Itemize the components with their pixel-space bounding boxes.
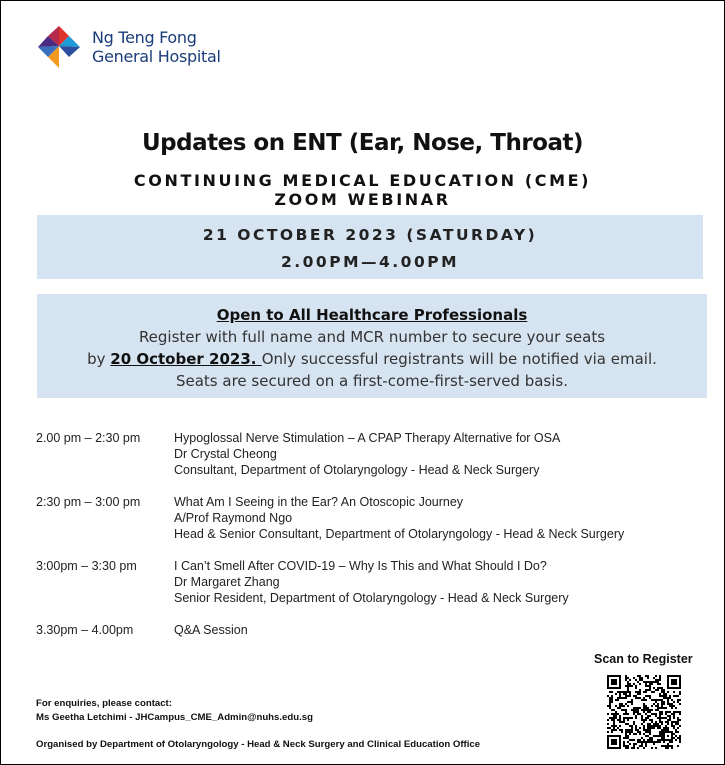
registration-info-box: [37, 294, 707, 398]
slot-topic: I Can’t Smell After COVID-19 – Why Is This and What Should I Do?: [174, 559, 547, 573]
programme-schedule: [36, 430, 696, 654]
date-time-box: [37, 215, 703, 279]
slot-time: 2:30 pm – 3:00 pm: [36, 495, 141, 509]
logo-line1: Ng Teng Fong: [92, 28, 197, 47]
enquiry-contact: [36, 697, 313, 725]
slot-topic: What Am I Seeing in the Ear? An Otoscopic Journey: [174, 495, 464, 509]
notification-text: Only successful registrants will be notified via email.: [261, 350, 657, 368]
registration-qr-code[interactable]: [607, 675, 681, 749]
registration-deadline: 20 October 2023.: [110, 350, 262, 368]
schedule-slot: [36, 622, 696, 638]
enquiry-heading: For enquiries, please contact:: [36, 698, 172, 709]
slot-topic: Hypoglossal Nerve Stimulation – A CPAP Therapy Alternative for OSA: [174, 431, 561, 445]
schedule-slot: [36, 558, 696, 606]
event-subtitle: CONTINUING MEDICAL EDUCATION (CME): [133, 171, 592, 190]
slot-speaker: A/Prof Raymond Ngo: [174, 511, 293, 525]
slot-role: Consultant, Department of Otolaryngology - Head & Neck Surgery: [174, 463, 540, 477]
slot-speaker: Dr Crystal Cheong: [174, 447, 277, 461]
organiser-line: Organised by Department of Otolaryngology - Head & Neck Surgery and Clinical Education Office: [36, 739, 481, 750]
slot-time: 3.30pm – 4.00pm: [36, 623, 134, 637]
scan-to-register-label: Scan to Register: [594, 652, 693, 666]
slot-time: 2.00 pm – 2:30 pm: [36, 431, 141, 445]
slot-speaker: Dr Margaret Zhang: [174, 575, 280, 589]
schedule-slot: [36, 430, 696, 478]
event-time: 2.00PM—4.00PM: [280, 253, 460, 271]
registration-line: Register with full name and MCR number to secure your seats: [138, 328, 606, 346]
seats-line: Seats are secured on a first-come-first-served basis.: [175, 372, 568, 390]
slot-role: Senior Resident, Department of Otolaryngology - Head & Neck Surgery: [174, 591, 569, 605]
enquiry-contact-line: Ms Geetha Letchimi - JHCampus_CME_Admin@nuhs.edu.sg: [36, 712, 313, 723]
hospital-logo-icon: [36, 24, 82, 70]
schedule-slot: [36, 494, 696, 542]
slot-topic: Q&A Session: [174, 623, 248, 637]
slot-role: Head & Senior Consultant, Department of Otolaryngology - Head & Neck Surgery: [174, 527, 625, 541]
event-title: Updates on ENT (Ear, Nose, Throat): [141, 130, 584, 156]
deadline-line: [37, 348, 707, 370]
open-to-heading: Open to All Healthcare Professionals: [216, 306, 528, 324]
event-date: 21 OCTOBER 2023 (SATURDAY): [202, 226, 538, 244]
slot-time: 3:00pm – 3:30 pm: [36, 559, 137, 573]
event-format: ZOOM WEBINAR: [274, 190, 451, 209]
deadline-prefix: by: [87, 350, 111, 368]
hospital-logo: [36, 24, 221, 70]
logo-line2: General Hospital: [92, 47, 221, 66]
